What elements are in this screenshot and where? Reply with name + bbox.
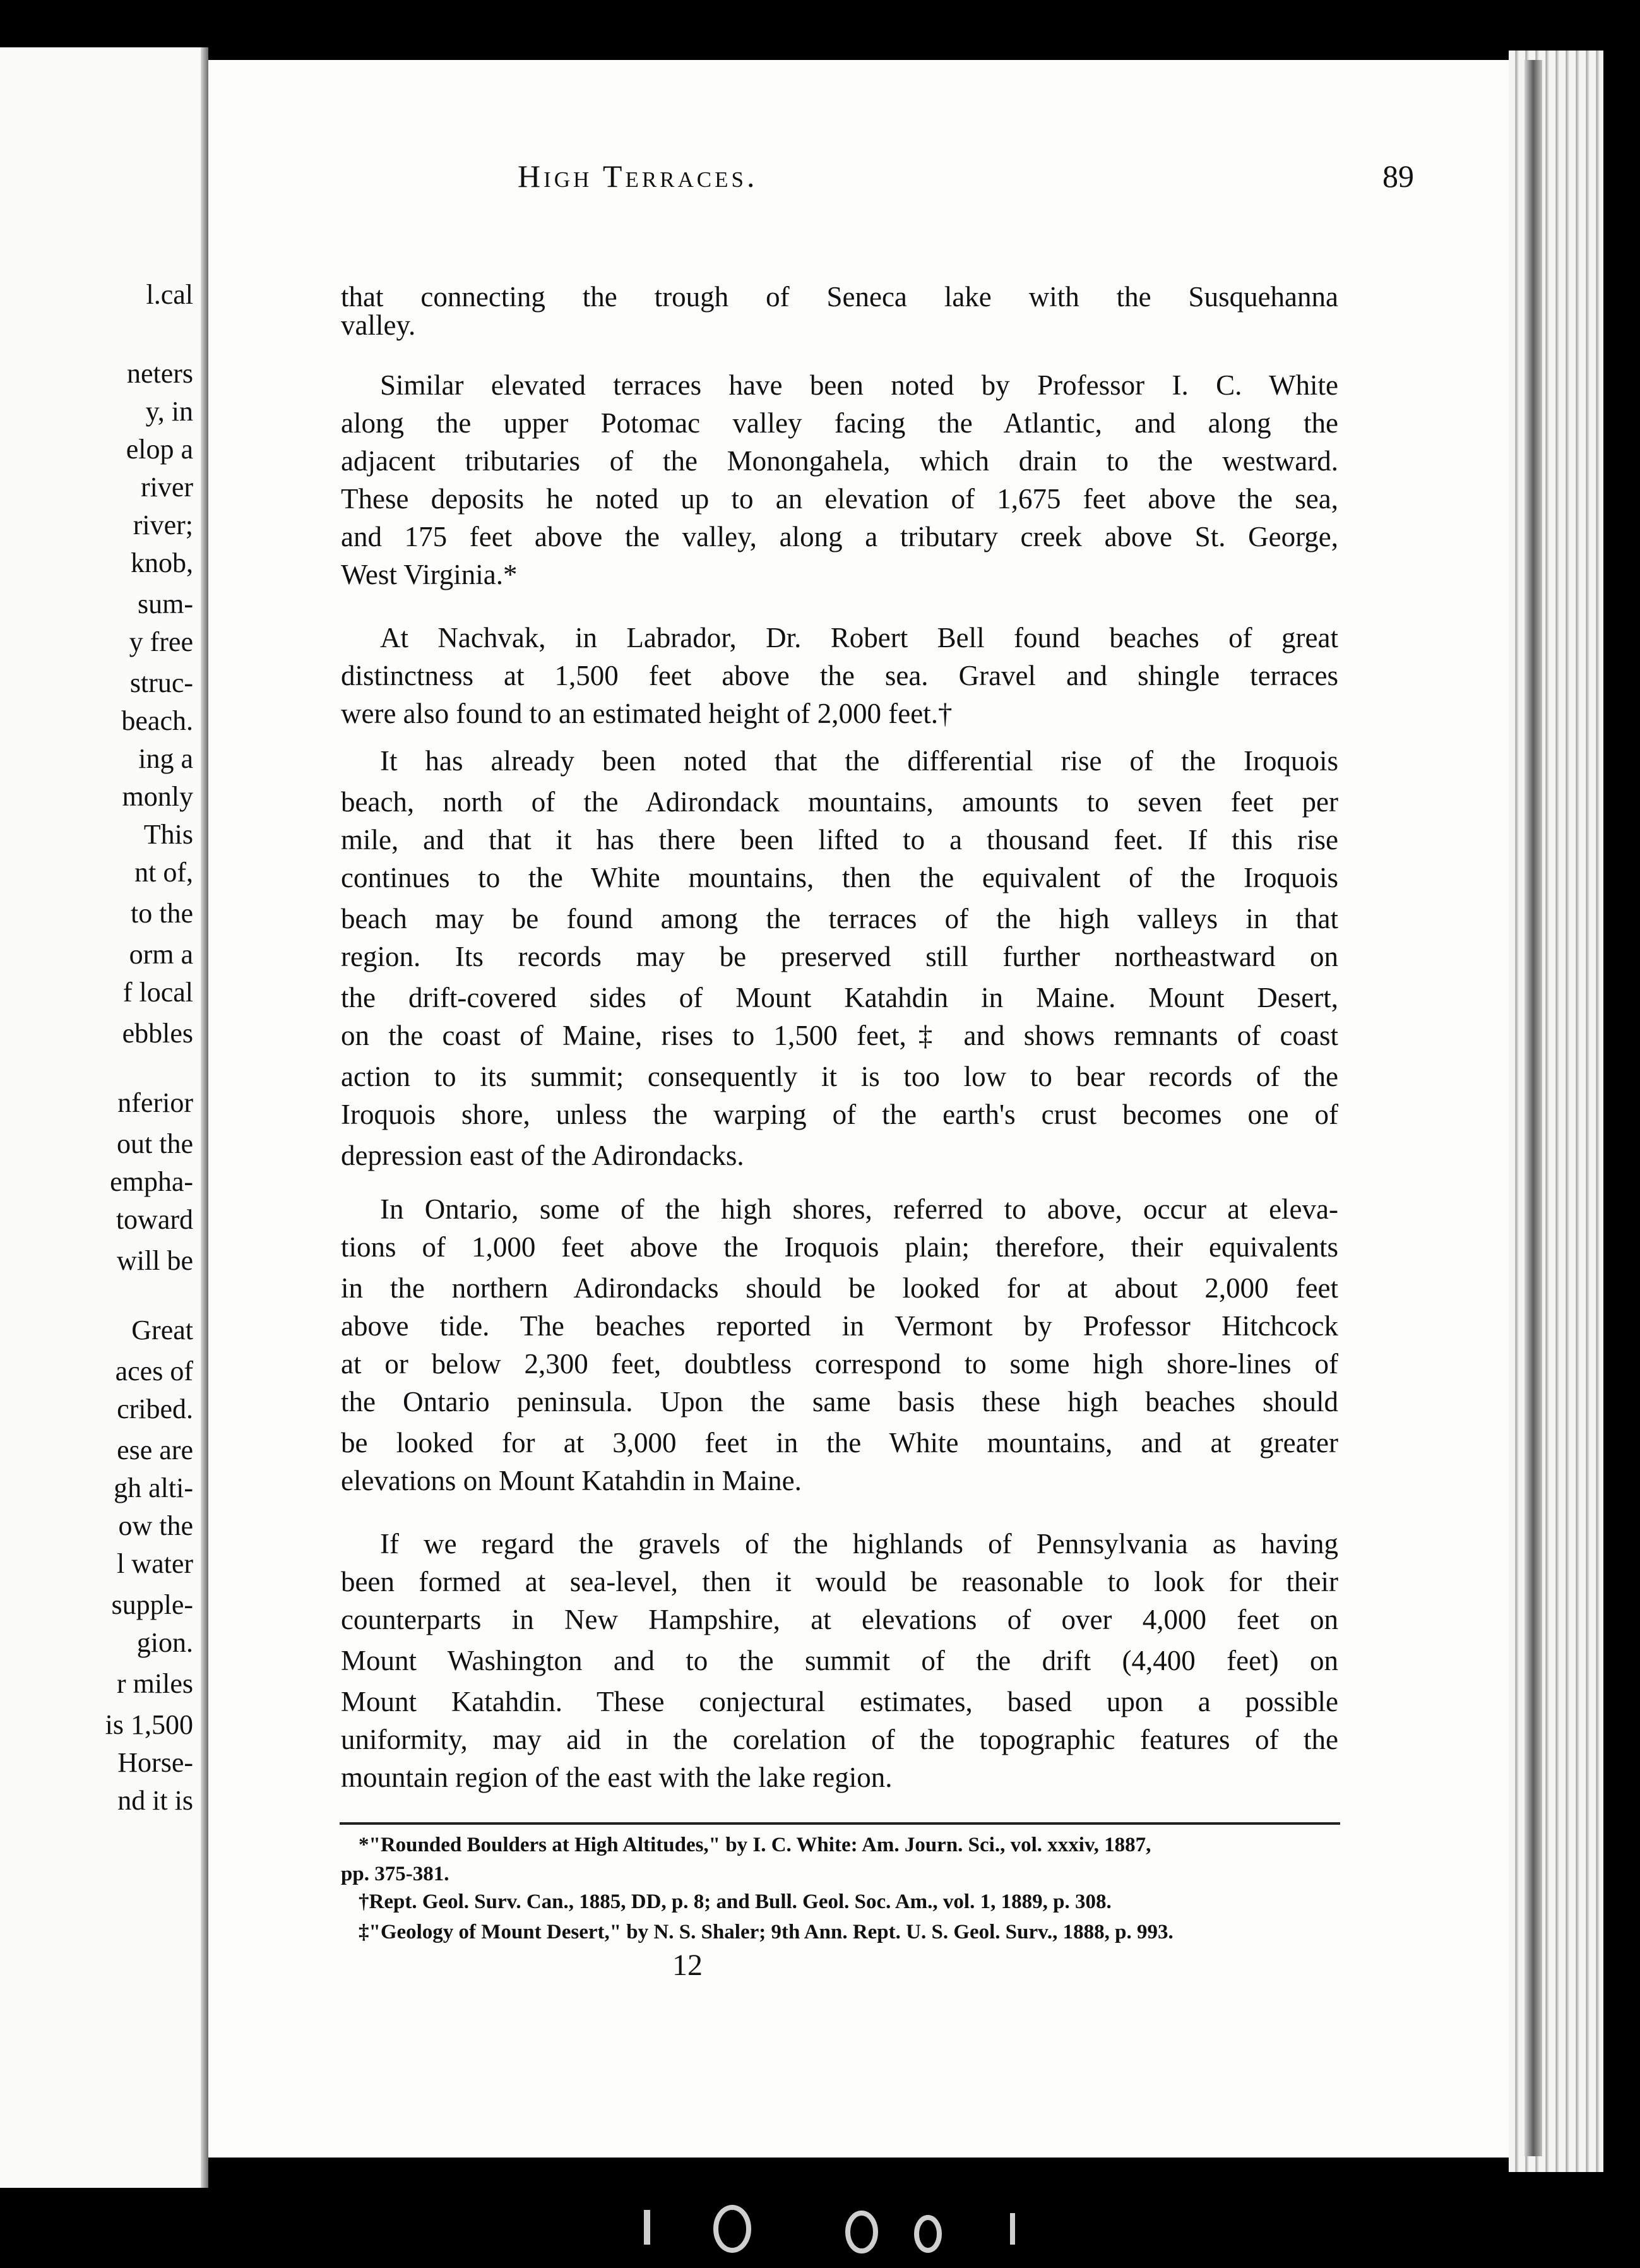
text-line: the drift-covered sides of Mount Katahdin in Maine. Mount Desert, — [341, 982, 1338, 1013]
text-line: above tide. The beaches reported in Vermont by Professor Hitchcock — [341, 1310, 1338, 1342]
text-line: action to its summit; consequently it is too low to bear records of the — [341, 1061, 1338, 1092]
facing-page-fragment: river — [140, 472, 193, 503]
text-line: and 175 feet above the valley, along a tributary creek above St. George, — [341, 521, 1338, 552]
text-line: on the coast of Maine, rises to 1,500 feet,‡ and shows remnants of coast — [341, 1020, 1338, 1051]
facing-page-fragment: ebbles — [122, 1018, 193, 1049]
text-line: beach may be found among the terraces of the high valleys in that — [341, 903, 1338, 934]
facing-page-fragment: to the — [131, 898, 193, 929]
facing-page-fragment: y, in — [145, 396, 193, 427]
facing-page-fragment: l.cal — [146, 279, 193, 310]
facing-page-fragment: will be — [117, 1245, 193, 1276]
facing-page-fragment: ese are — [117, 1435, 193, 1465]
facing-page-fragment: nd it is — [117, 1785, 193, 1816]
text-line: distinctness at 1,500 feet above the sea. Gravel and shingle terraces — [341, 660, 1338, 691]
paragraph-first-line: At Nachvak, in Labrador, Dr. Robert Bell found beaches of great — [380, 622, 1338, 654]
text-line: were also found to an estimated height of 2,000 feet.† — [341, 698, 953, 729]
facing-page-fragment: nferior — [117, 1087, 193, 1118]
footnote: pp. 375-381. — [341, 1863, 449, 1885]
facing-page-fragment: sum- — [138, 588, 193, 619]
text-line: tions of 1,000 feet above the Iroquois plain; therefore, their equivalents — [341, 1231, 1338, 1263]
footnote: †Rept. Geol. Surv. Can., 1885, DD, p. 8; and Bull. Geol. Soc. Am., vol. 1, 1889, p. 308. — [359, 1890, 1112, 1913]
paragraph-first-line: It has already been noted that the differential rise of the Iroquois — [380, 745, 1338, 777]
scan-artifacts — [631, 2191, 1073, 2260]
facing-page-fragment: gh alti- — [114, 1472, 193, 1503]
text-line: uniformity, may aid in the corelation of the topographic features of the — [341, 1724, 1338, 1755]
paragraph-first-line: If we regard the gravels of the highlands of Pennsylvania as having — [380, 1528, 1338, 1560]
paragraph-first-line: In Ontario, some of the high shores, referred to above, occur at eleva- — [380, 1193, 1338, 1225]
text-line: elevations on Mount Katahdin in Maine. — [341, 1465, 802, 1496]
facing-page-fragment: Horse- — [117, 1747, 193, 1778]
text-line: along the upper Potomac valley facing the Atlantic, and along the — [341, 407, 1338, 439]
facing-page-fragment: struc- — [129, 667, 193, 698]
text-line: that connecting the trough of Seneca lake with the Susquehanna — [341, 281, 1338, 313]
facing-page-fragment: elop a — [126, 434, 193, 465]
facing-page-fragment: is 1,500 — [105, 1709, 193, 1740]
facing-page-fragment: ow the — [118, 1510, 193, 1541]
text-line: at or below 2,300 feet, doubtless correspond to some high shore-lines of — [341, 1348, 1338, 1380]
facing-page-fragment: river; — [133, 510, 193, 540]
facing-page-fragment: out the — [117, 1128, 193, 1159]
text-line: Mount Katahdin. These conjectural estimates, based upon a possible — [341, 1686, 1338, 1717]
paragraph-first-line: Similar elevated terraces have been noted by Professor I. C. White — [380, 369, 1338, 401]
text-line: the Ontario peninsula. Upon the same basis these high beaches should — [341, 1386, 1338, 1418]
footnote: *"Rounded Boulders at High Altitudes," by I. C. White: Am. Journ. Sci., vol. xxxiv, 1887, — [359, 1834, 1151, 1856]
page-number: 89 — [1382, 158, 1414, 194]
text-line: adjacent tributaries of the Monongahela, which drain to the westward. — [341, 445, 1338, 477]
facing-page-fragment: nt of, — [134, 857, 193, 888]
footnote: ‡"Geology of Mount Desert," by N. S. Shaler; 9th Ann. Rept. U. S. Geol. Surv., 1888, p. 993. — [359, 1921, 1174, 1943]
text-line: mountain region of the east with the lake region. — [341, 1762, 893, 1793]
text-line: region. Its records may be preserved still further northeastward on — [341, 941, 1338, 972]
text-line: mile, and that it has there been lifted to a thousand feet. If this rise — [341, 824, 1338, 856]
facing-page-fragment: neters — [126, 358, 193, 389]
facing-page-fragment: supple- — [111, 1589, 193, 1620]
facing-page-fragment: Great — [131, 1315, 193, 1346]
facing-page-fragment: aces of — [115, 1356, 193, 1387]
book-gutter — [201, 47, 208, 2188]
facing-page-fragment: r miles — [117, 1668, 193, 1699]
facing-page-fragment: empha- — [110, 1166, 193, 1197]
text-line: valley. — [341, 309, 416, 341]
facing-page-fragment: cribed. — [117, 1394, 193, 1424]
facing-page-fragment: gion. — [136, 1627, 193, 1658]
facing-page-fragment: toward — [116, 1204, 193, 1235]
facing-page-fragment: This — [143, 819, 193, 850]
text-line: beach, north of the Adirondack mountains, amounts to seven feet per — [341, 786, 1338, 818]
text-line: These deposits he noted up to an elevation of 1,675 feet above the sea, — [341, 483, 1338, 515]
footnote-rule — [340, 1822, 1340, 1825]
text-line: West Virginia.* — [341, 559, 518, 590]
facing-page-fragment: knob, — [131, 547, 193, 578]
signature-mark: 12 — [672, 1949, 703, 1982]
text-line: been formed at sea-level, then it would be reasonable to look for their — [341, 1566, 1338, 1597]
facing-page-fragment: y free — [129, 626, 193, 657]
text-line: Mount Washington and to the summit of the drift (4,400 feet) on — [341, 1645, 1338, 1676]
text-line: be looked for at 3,000 feet in the White mountains, and at greater — [341, 1427, 1338, 1459]
page-edge-shadow — [1524, 60, 1542, 2156]
text-line: counterparts in New Hampshire, at elevations of over 4,000 feet on — [341, 1604, 1338, 1635]
text-line: Iroquois shore, unless the warping of the earth's crust becomes one of — [341, 1099, 1338, 1130]
facing-page-fragment: l water — [117, 1548, 193, 1579]
page-edges — [1509, 51, 1603, 2172]
text-line: depression east of the Adirondacks. — [341, 1140, 744, 1171]
running-head — [518, 158, 1414, 202]
facing-page-fragment: monly — [122, 781, 193, 812]
text-line: in the northern Adirondacks should be looked for at about 2,000 feet — [341, 1272, 1338, 1304]
facing-page-fragment: orm a — [129, 939, 193, 970]
facing-page-fragment: f local — [122, 977, 193, 1008]
facing-page-fragment: beach. — [121, 705, 193, 736]
running-head-title: High Terraces. — [518, 158, 758, 194]
facing-page — [0, 47, 201, 2188]
facing-page-fragment: ing a — [138, 743, 193, 774]
text-line: continues to the White mountains, then the equivalent of the Iroquois — [341, 862, 1338, 893]
